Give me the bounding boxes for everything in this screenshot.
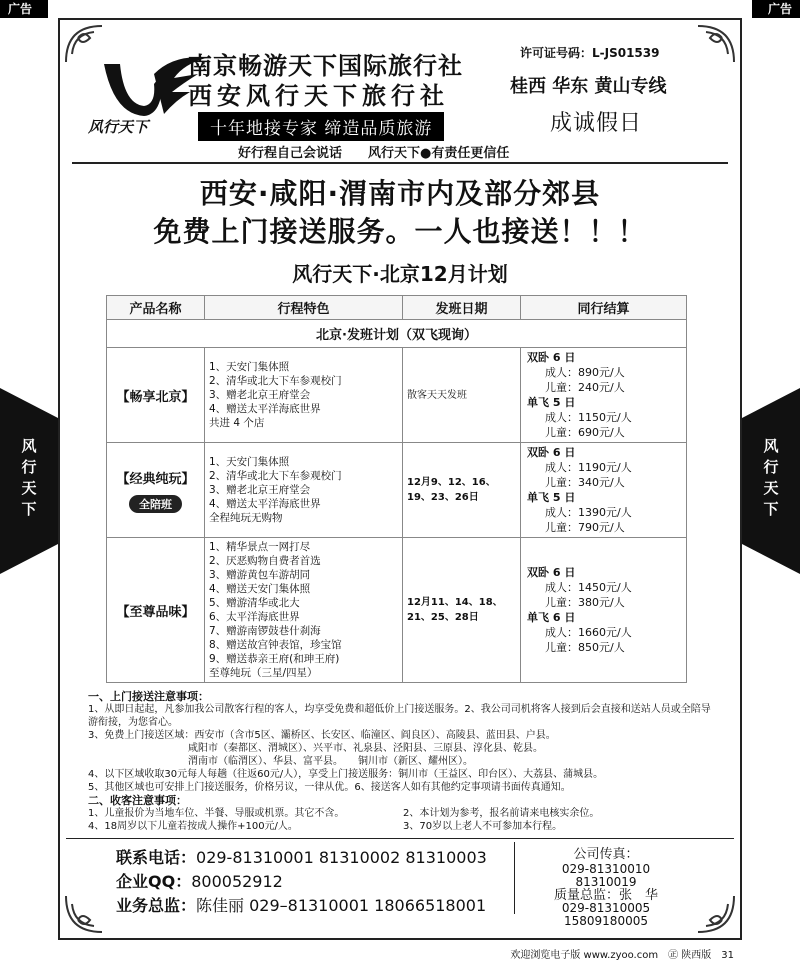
escort-badge: 全陪班 [129, 495, 182, 513]
feature-item: 2、清华或北大下车参观校门 [209, 470, 342, 482]
price-value: 儿童：850元/人 [545, 641, 625, 654]
note-line: 渭南市（临渭区）、华县、富平县。 铜川市（新区、耀州区）。 [88, 756, 473, 767]
quality-manager-phone: 029-81310005 15809180005 [561, 901, 675, 928]
note-row [88, 807, 718, 820]
corner-ornament-icon [64, 894, 104, 934]
note-line: 1、儿童报价为当地车位、半餐、导服或机票。其它不含。 [88, 808, 345, 819]
ad-label-right: 广告 [752, 0, 800, 18]
notes-title-pickup: 一、上门接送注意事项： [88, 690, 209, 703]
column-header: 同行结算 [521, 296, 687, 320]
side-tab-text: 风 行 天 下 [21, 437, 37, 518]
phone-numbers: 029-81310001 81310002 81310003 [196, 848, 487, 867]
column-header: 发班日期 [403, 296, 521, 320]
table-subheader: 北京·发班计划（双飞现询） [107, 320, 687, 348]
features-cell [205, 538, 403, 683]
table-row [107, 443, 687, 538]
feature-item: 7、赠游南锣鼓巷什刹海 [209, 625, 321, 637]
price-package: 单飞 6 日 [527, 611, 576, 624]
feature-item: 8、赠送故宫钟表馆，珍宝馆 [209, 639, 342, 651]
tour-lines: 桂西 华东 黄山专线 [510, 76, 667, 97]
table-row [107, 538, 687, 683]
feature-item: 6、太平洋海底世界 [209, 611, 300, 623]
price-value: 儿童：340元/人 [545, 476, 625, 489]
slogan-banner: 十年地接专家 缔造品质旅游 [198, 112, 444, 141]
contact-block [116, 846, 487, 918]
price-value: 成人：1190元/人 [545, 461, 632, 474]
fax-title: 公司传真： [573, 847, 639, 862]
divider [72, 162, 728, 164]
features-cell [205, 443, 403, 538]
table-subheader-row [107, 320, 687, 348]
itinerary-table [106, 295, 687, 683]
headline-2: 免费上门接送服务。一人也接送！！！ [153, 215, 647, 248]
feature-item: 1、精华景点一网打尽 [209, 541, 311, 553]
departure-date: 12月11、14、18、21、25、28日 [403, 538, 521, 683]
note-line: 咸阳市（秦都区、渭城区）、兴平市、礼泉县、泾阳县、三原县、淳化县、乾县。 [88, 743, 543, 754]
price-value: 成人：1450元/人 [545, 581, 632, 594]
feature-item: 4、赠送太平洋海底世界 [209, 498, 321, 510]
notes-booking-list [88, 807, 718, 833]
price-package: 单飞 5 日 [527, 491, 576, 504]
feature-item: 1、天安门集体照 [209, 456, 290, 468]
feature-item: 3、赠游黄包车游胡同 [209, 569, 311, 581]
price-value: 成人：1660元/人 [545, 626, 632, 639]
qq-number: 800052912 [191, 872, 283, 891]
feature-item: 全程纯玩无购物 [209, 512, 283, 524]
fax-numbers: 029-81310010 81310019 [561, 862, 663, 889]
product-name: 【畅享北京】 [116, 389, 195, 405]
header [58, 24, 742, 164]
price-value: 儿童：790元/人 [545, 521, 625, 534]
side-tab-text: 风 行 天 下 [763, 437, 779, 518]
feature-item: 4、赠送天安门集体照 [209, 583, 311, 595]
corner-ornament-icon [696, 894, 736, 934]
side-tab-left [0, 388, 58, 574]
note-line: 4、18周岁以下儿童若按成人操作+100元/人。 [88, 821, 298, 832]
price-cell [521, 538, 687, 683]
feature-item: 3、赠老北京王府堂会 [209, 484, 311, 496]
price-package: 双卧 6 日 [527, 446, 576, 459]
fax-block [528, 848, 684, 928]
phone-label: 联系电话： [116, 848, 197, 867]
brand-honest: 成诚假日 [550, 111, 643, 136]
product-name: 【经典纯玩】 [116, 471, 195, 487]
feature-item: 1、天安门集体照 [209, 361, 290, 373]
company-name-xian: 西安风行天下旅行社 [188, 82, 449, 110]
product-cell [107, 443, 205, 538]
page-footer: 欢迎浏览电子版 www.zyoo.com ㊣ 陕西版 31 [510, 950, 734, 961]
manager-contact: 陈佳丽 029–81310001 18066518001 [196, 896, 487, 915]
plan-title: 风行天下·北京12月计划 [292, 262, 508, 286]
side-tab-right [742, 388, 800, 574]
price-value: 儿童：240元/人 [545, 381, 625, 394]
company-name-nanjing: 南京畅游天下国际旅行社 [188, 52, 463, 80]
qq-label: 企业QQ： [116, 872, 192, 891]
price-cell [521, 443, 687, 538]
feature-item: 2、厌恶购物自费者首选 [209, 555, 321, 567]
note-line: 1、从即日起起，凡参加我公司散客行程的客人，均享受免费和超低价上门接送服务。2、我公司司机将客人接到后会直接和送站人员或全陪导游衔接，为您省心。 [88, 704, 711, 728]
feature-item: 共进 4 个店 [209, 417, 265, 429]
note-line: 5、其他区域也可安排上门接送服务，价格另议，一律从优。6、接送客人如有其他约定事项请书面传真通知。 [88, 782, 571, 793]
price-package: 双卧 6 日 [527, 566, 576, 579]
logo-text: 风行天下 [88, 118, 149, 136]
tagline: 好行程自己会说话 风行天下●有责任更信任 [238, 146, 510, 161]
table-header-row [107, 296, 687, 320]
price-value: 儿童：690元/人 [545, 426, 625, 439]
headline-1: 西安·咸阳·渭南市内及部分郊县 [199, 177, 601, 210]
note-line: 4、以下区域收取30元每人每趟（往返60元/人），享受上门接送服务：铜川市（王益区、印台区）、大荔县、蒲城县。 [88, 769, 604, 780]
price-value: 成人：890元/人 [545, 366, 625, 379]
product-cell [107, 348, 205, 443]
notes-pickup-list [88, 703, 718, 794]
product-name: 【至尊品味】 [116, 604, 195, 620]
manager-label: 业务总监： [116, 896, 197, 915]
license-number: 许可证号码：L-JS01539 [520, 46, 660, 60]
notes-title-booking: 二、收客注意事项： [88, 794, 187, 807]
note-line: 3、免费上门接送区域：西安市（含市5区、灞桥区、长安区、临潼区、阎良区）、高陵县、蓝田县、户县。 [88, 730, 556, 741]
price-value: 成人：1150元/人 [545, 411, 632, 424]
departure-date: 12月9、12、16、19、23、26日 [403, 443, 521, 538]
features-cell [205, 348, 403, 443]
price-value: 儿童：380元/人 [545, 596, 625, 609]
column-header: 产品名称 [107, 296, 205, 320]
notes-section [88, 690, 718, 833]
top-bar [0, 0, 800, 18]
divider [66, 838, 734, 839]
feature-item: 2、清华或北大下车参观校门 [209, 375, 342, 387]
price-cell [521, 348, 687, 443]
feature-item: 至尊纯玩（三星/四星） [209, 667, 318, 679]
price-package: 双卧 6 日 [527, 351, 576, 364]
departure-date: 散客天天发班 [403, 348, 521, 443]
note-line: 2、本计划为参考，报名前请来电核实余位。 [403, 808, 600, 819]
feature-item: 9、赠送恭亲王府(和珅王府) [209, 653, 340, 665]
product-cell [107, 538, 205, 683]
price-package: 单飞 5 日 [527, 396, 576, 409]
divider [514, 842, 515, 914]
table-row [107, 348, 687, 443]
column-header: 行程特色 [205, 296, 403, 320]
feature-item: 5、赠游清华或北大 [209, 597, 300, 609]
price-value: 成人：1390元/人 [545, 506, 632, 519]
feature-item: 3、赠老北京王府堂会 [209, 389, 311, 401]
note-line: 3、70岁以上老人不可参加本行程。 [403, 821, 563, 832]
feature-item: 4、赠送太平洋海底世界 [209, 403, 321, 415]
note-row [88, 820, 718, 833]
ad-label-left: 广告 [0, 0, 48, 18]
quality-manager: 质量总监：张 华 [553, 888, 658, 903]
